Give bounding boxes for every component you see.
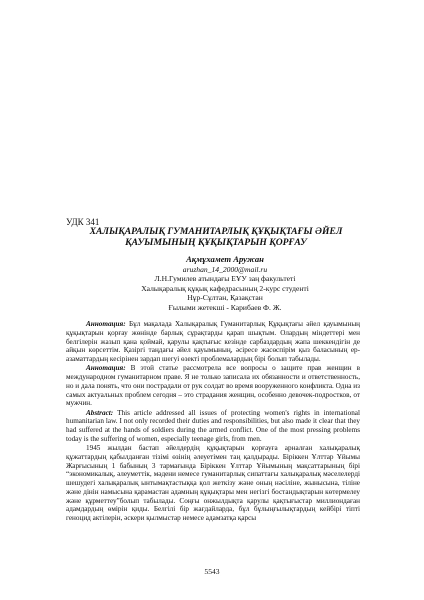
- abstract-kazakh-label: Аннотация:: [86, 320, 126, 328]
- author-affiliation: Л.Н.Гумилев атындағы ЕҰУ заң факультеті: [154, 274, 296, 284]
- udk-code: УДК 341: [66, 217, 100, 227]
- abstract-russian-label: Аннотация:: [86, 364, 126, 373]
- abstract-kazakh: [66, 320, 360, 364]
- author-block: [90, 255, 360, 313]
- abstract-english-label: Abstract:: [86, 408, 114, 417]
- abstract-english-text: This article addressed all issues of protecting women's rights in international humanitarian law. I not only recorded their duties and responsibilities, but also made it clear that they had suffered at the hands of soldiers during the armed conflict. One of the most pressing problems today is the suffering of women, especially teenage girls, from men.: [66, 408, 360, 443]
- author-email: aruzhan_14_2000@mail.ru: [182, 264, 268, 274]
- scientific-supervisor: Ғылыми жетекші - Карибаев Ф. Ж.: [168, 302, 282, 312]
- abstract-kazakh-text: Бұл мақалада Халықаралық Гуманитарлық Құқықтағы әйел қауымының құқықтарын қорғау жөнінде барлық сұрақтарды қарап шықтым. Олардың міндеттері мен белгілерін жазып қана қоймай, қарулы қақтығыс кезінде сарбаздардың жапа шеккендігін де айқын көрсеттім. Қазіргі таңдағы әйел қауымының, әсіресе жасөспірім қыз баласының ер-азаматтардың кесірінен зардап шегуі өзекті проблемалардың бірі болып табылады.: [66, 320, 360, 363]
- article-title: ХАЛЫҚАРАЛЫҚ ГУМАНИТАРЛЫҚ ҚҰҚЫҚТАҒЫ ӘЙЕЛ ҚАУЫМЫНЫҢ ҚҰҚЫҚТАРЫН ҚОРҒАУ: [89, 226, 343, 248]
- body-paragraph: 1945 жылдан бастап әйелдердің құқықтарын қорғауға арналған халықаралық құжаттардың қабылданған тізімі өзінің әлеуетімен таң қалдырады. Біріккен Ұлттар Ұйымы Жарғысының 1 бабының 3 тармағында Біріккен Ұлттар Ұйымының мақсаттарының бірі “экономикалық, әлеуметтік, мәдени немесе гуманитарлық сипаттағы халықаралық мәселелерді шешудегі халықаралық ынтымақтастыққа қол жеткізу және оның нәсіліне, жынысына, тіліне және дінін намысына қарамастан адамның құқықтары мен негізгі бостандықтарын көтермелеу және құрметтеу”болып табылады. Соңғы онжылдықта қарулы қақтығыстар миллиондаған адамдардың өмірін қиды. Белгілі бір жағдайларда, бұл бұлыңғылықтардың кейбірі тіпті геноцид актілерін, әскери қылмыстар немесе адамзатқа қарсы: [66, 444, 360, 522]
- abstract-russian: [66, 364, 360, 408]
- author-position: Халықаралық құқық кафедрасының 2-курс студенті: [141, 283, 309, 293]
- abstract-russian-text: В этой статье рассмотрела все вопросы о защите прав женщин в международном гуманитарном праве. Я не только записала их обязанности и ответственность, но и дала понять, что они пострадали от рук солдат во время вооруженного конфликта. Одна из самых актуальных проблем сегодня – это страдания женщин, особенно девочек-подростков, от мужчин.: [66, 364, 360, 408]
- author-location: Нұр-Сұлтан, Қазақстан: [187, 293, 263, 303]
- abstract-english: [66, 409, 360, 444]
- page-number: 5543: [204, 567, 220, 576]
- article-body: [66, 320, 360, 523]
- author-name: Ақмұхамет Аружан: [186, 254, 264, 264]
